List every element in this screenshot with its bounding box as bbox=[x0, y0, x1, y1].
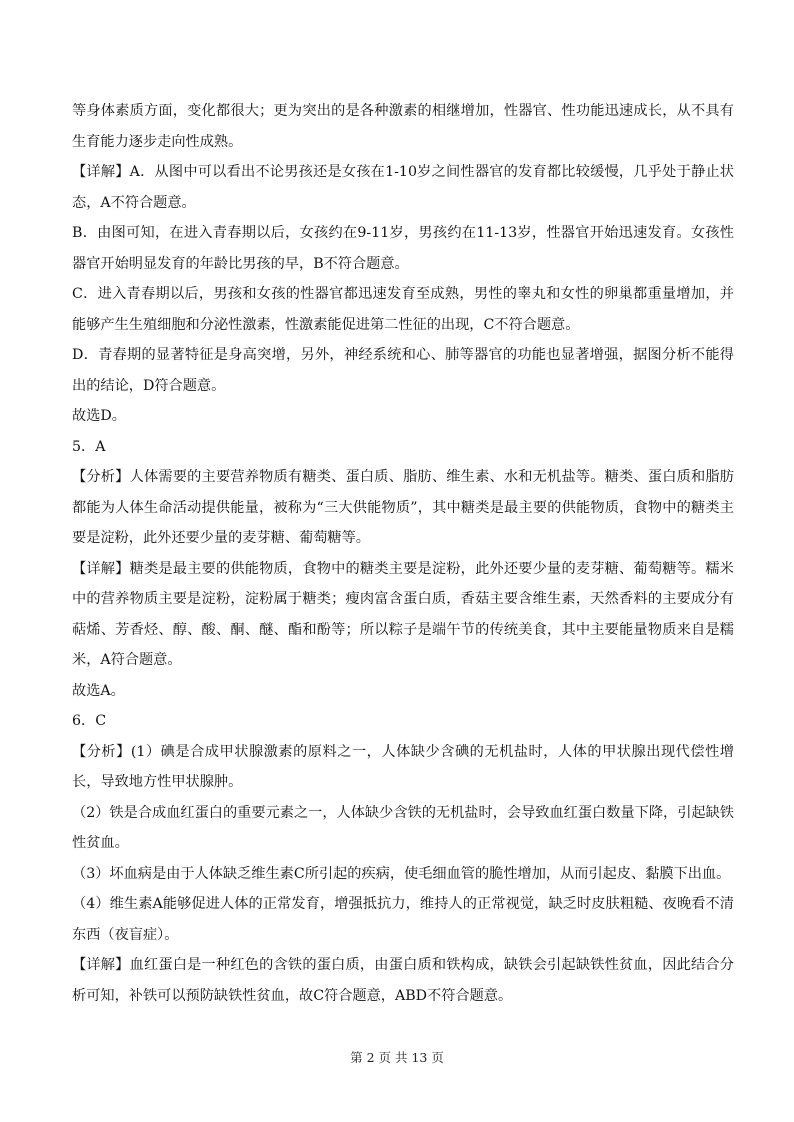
paragraph-8: 【分析】人体需要的主要营养物质有糖类、蛋白质、脂肪、维生素、水和无机盐等。糖类、蛋白质和脂肪都能为人体生命活动提供能量，被称为“三大供能物质”，其中糖类是最主要的供能物质，食物中的糖类主要是淀粉，此外还要少量的麦芽糖、葡萄糖等。 bbox=[72, 469, 734, 546]
paragraph-5: D．青春期的显著特征是身高突增，另外，神经系统和心、肺等器官的功能也显著增强，据图分析不能得出的结论，D符合题意。 bbox=[72, 347, 734, 394]
answer-6: 6．C bbox=[72, 713, 107, 729]
paragraph-10: 故选A。 bbox=[72, 682, 125, 699]
paragraph-4: C．进入青春期以后，男孩和女孩的性器官都迅速发育至成熟，男性的睾丸和女性的卵巢都重量增加，并能够产生生殖细胞和分泌性激素，性激素能促进第二性征的出现，C不符合题意。 bbox=[72, 286, 734, 333]
paragraph-16: 【详解】血红蛋白是一种红色的含铁的蛋白质，由蛋白质和铁构成，缺铁会引起缺铁性贫血，因此结合分析可知，补铁可以预防缺铁性贫血，故C符合题意，ABD不符合题意。 bbox=[72, 957, 734, 1004]
paragraph-6: 故选D。 bbox=[72, 408, 126, 424]
paragraph-13: （2）铁是合成血红蛋白的重要元素之一，人体缺少含铁的无机盐时，会导致血红蛋白数量下降，引起缺铁性贫血。 bbox=[72, 804, 734, 851]
paragraph-2: 【详解】A．从图中可以看出不论男孩还是女孩在1-10岁之间性器官的发育都比较缓慢，几乎处于静止状态，A不符合题意。 bbox=[72, 164, 734, 211]
paragraph-14: （3）坏血病是由于人体缺乏维生素C所引起的疾病，使毛细血管的脆性增加，从而引起皮、黏膜下出血。 bbox=[72, 865, 731, 882]
page-body bbox=[72, 96, 734, 1011]
page-footer: 第 2 页 共 13 页 bbox=[350, 1050, 444, 1065]
paragraph-1: 等身体素质方面，变化都很大；更为突出的是各种激素的相继增加，性器官、性功能迅速成长，从不具有生育能力逐步走向性成熟。 bbox=[72, 103, 734, 150]
paragraph-9: 【详解】糖类是最主要的供能物质，食物中的糖类主要是淀粉，此外还要少量的麦芽糖、葡萄糖等。糯米中的营养物质主要是淀粉，淀粉属于糖类；瘦肉富含蛋白质，香菇主要含维生素，天然香料的主要成分有萜烯、芳香烃、醇、酸、酮、醚、酯和酚等；所以粽子是端午节的传统美食，其中主要能量物质来自是糯米，A符合题意。 bbox=[72, 560, 734, 668]
answer-5: 5．A bbox=[72, 438, 106, 455]
paragraph-15: （4）维生素A能够促进人体的正常发育，增强抵抗力，维持人的正常视觉，缺乏时皮肤粗糙、夜晚看不清东西（夜盲症）。 bbox=[72, 896, 734, 943]
paragraph-3: B．由图可知，在进入青春期以后，女孩约在9-11岁，男孩约在11-13岁，性器官开始迅速发育。女孩性器官开始明显发育的年龄比男孩的早，B不符合题意。 bbox=[72, 225, 734, 272]
paragraph-12: 【分析】(1）碘是合成甲状腺激素的原料之一，人体缺少含碘的无机盐时，人体的甲状腺出现代偿性增长，导致地方性甲状腺肿。 bbox=[72, 743, 734, 790]
